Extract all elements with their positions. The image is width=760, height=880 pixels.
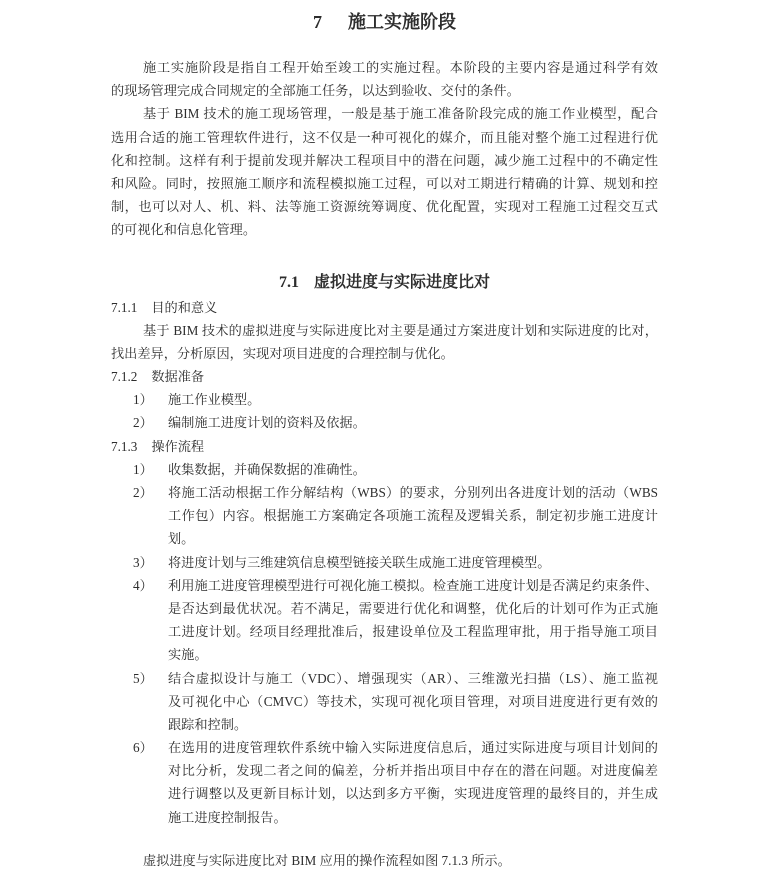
paragraph-closing bbox=[111, 849, 658, 872]
subsection-number: 7.1.1 bbox=[111, 299, 138, 315]
text-line: 利用施工进度管理模型进行可视化施工模拟。检查施工进度计划是否满足约束条件、 bbox=[168, 577, 658, 593]
text-line: 基于 BIM 技术的虚拟进度与实际进度比对主要是通过方案进度计划和实际进度的比对， bbox=[143, 322, 658, 338]
text-line: 工进度计划。经项目经理批准后，报建设单位及工程监理审批，用于指导施工项目 bbox=[168, 624, 658, 640]
text-line: 工作包）内容。根据施工方案确定各项施工流程及逻辑关系，制定初步施工进度计 bbox=[168, 508, 658, 524]
subsection-title: 操作流程 bbox=[151, 438, 205, 454]
text-line: 进行调整以及更新目标计划，以达到多方平衡，实现进度管理的最终目的，并生成 bbox=[168, 786, 658, 802]
list-item bbox=[111, 667, 658, 737]
text-line: 结合虚拟设计与施工（VDC）、增强现实（AR）、三维激光扫描（LS）、施工监视 bbox=[168, 670, 658, 686]
list-item-number: 1） bbox=[133, 461, 153, 477]
paragraph-intro bbox=[111, 56, 658, 102]
text-line: 对比分析，发现二者之间的偏差，分析并指出项目中存在的潜在问题。对进度偏差 bbox=[168, 763, 658, 779]
text-line: 基于 BIM 技术的施工现场管理，一般是基于施工准备阶段完成的施工作业模型，配合 bbox=[143, 106, 658, 122]
subsection-title: 目的和意义 bbox=[151, 299, 218, 315]
subsection-heading-procedure bbox=[111, 435, 658, 458]
list-item bbox=[111, 736, 658, 829]
chapter-title: 施工实施阶段 bbox=[348, 12, 456, 32]
text-line: 虚拟进度与实际进度比对 BIM 应用的操作流程如图 7.1.3 所示。 bbox=[143, 852, 511, 868]
list-item bbox=[111, 458, 658, 481]
subsection-number: 7.1.3 bbox=[111, 438, 138, 454]
list-item bbox=[111, 551, 658, 574]
list-item-number: 2） bbox=[133, 415, 153, 431]
chapter-number: 7 bbox=[313, 12, 322, 32]
text-line: 选用合适的施工管理软件进行，这不仅是一种可视化的媒介，而且能对整个施工过程进行优 bbox=[111, 129, 658, 145]
list-item bbox=[111, 574, 658, 667]
text-line: 是否达到最优状况。若不满足，需要进行优化和调整，优化后的计划可作为正式施 bbox=[168, 600, 658, 616]
subsection-heading-purpose bbox=[111, 296, 658, 319]
text-line: 施工进度控制报告。 bbox=[168, 809, 287, 825]
text-line: 实施。 bbox=[168, 647, 208, 663]
list-item-number: 4） bbox=[133, 577, 153, 593]
text-line: 的可视化和信息化管理。 bbox=[111, 222, 257, 238]
list-item-number: 6） bbox=[133, 740, 153, 756]
text-line: 施工实施阶段是指自工程开始至竣工的实施过程。本阶段的主要内容是通过科学有效 bbox=[143, 60, 658, 75]
section-heading bbox=[111, 270, 658, 296]
text-line: 化和控制。这样有利于提前发现并解决工程项目中的潜在问题，减少施工过程中的不确定性 bbox=[111, 152, 658, 168]
text-line: 划。 bbox=[168, 531, 195, 547]
text-line: 找出差异，分析原因，实现对项目进度的合理控制与优化。 bbox=[111, 345, 454, 361]
section-number: 7.1 bbox=[278, 273, 299, 291]
text-line: 编制施工进度计划的资料及依据。 bbox=[168, 415, 366, 431]
text-line: 将施工活动根据工作分解结构（WBS）的要求，分别列出各进度计划的活动（WBS bbox=[168, 485, 658, 500]
list-item-number: 3） bbox=[133, 554, 153, 570]
list-item bbox=[111, 481, 658, 551]
text-line: 及可视化中心（CMVC）等技术，实现可视化项目管理，对项目进度进行更有效的 bbox=[168, 693, 658, 709]
list-item-number: 2） bbox=[133, 485, 153, 500]
text-line: 将进度计划与三维建筑信息模型链接关联生成施工进度管理模型。 bbox=[168, 554, 551, 570]
chapter-heading bbox=[111, 8, 658, 36]
list-item-number: 1） bbox=[133, 392, 153, 408]
text-line: 跟踪和控制。 bbox=[168, 716, 248, 732]
list-item-number: 5） bbox=[133, 670, 153, 686]
subsection-title: 数据准备 bbox=[151, 369, 205, 385]
text-line: 收集数据，并确保数据的准确性。 bbox=[168, 461, 366, 477]
paragraph-purpose bbox=[111, 319, 658, 365]
section-title: 虚拟进度与实际进度比对 bbox=[313, 273, 490, 291]
list-item bbox=[111, 388, 658, 411]
text-line: 的现场管理完成合同规定的全部施工任务，以达到验收、交付的条件。 bbox=[111, 83, 520, 99]
text-line: 和风险。同时，按照施工顺序和流程模拟施工过程，可以对工期进行精确的计算、规划和控 bbox=[111, 175, 658, 191]
list-item bbox=[111, 411, 658, 434]
text-line: 制，也可以对人、机、料、法等施工资源统筹调度、优化配置，实现对工程施工过程交互式 bbox=[111, 199, 658, 215]
text-line: 施工作业模型。 bbox=[168, 392, 261, 408]
subsection-heading-data-prep bbox=[111, 365, 658, 388]
paragraph-bim-site-management bbox=[111, 102, 658, 241]
subsection-number: 7.1.2 bbox=[111, 369, 138, 385]
text-line: 在选用的进度管理软件系统中输入实际进度信息后，通过实际进度与项目计划间的 bbox=[168, 740, 658, 756]
